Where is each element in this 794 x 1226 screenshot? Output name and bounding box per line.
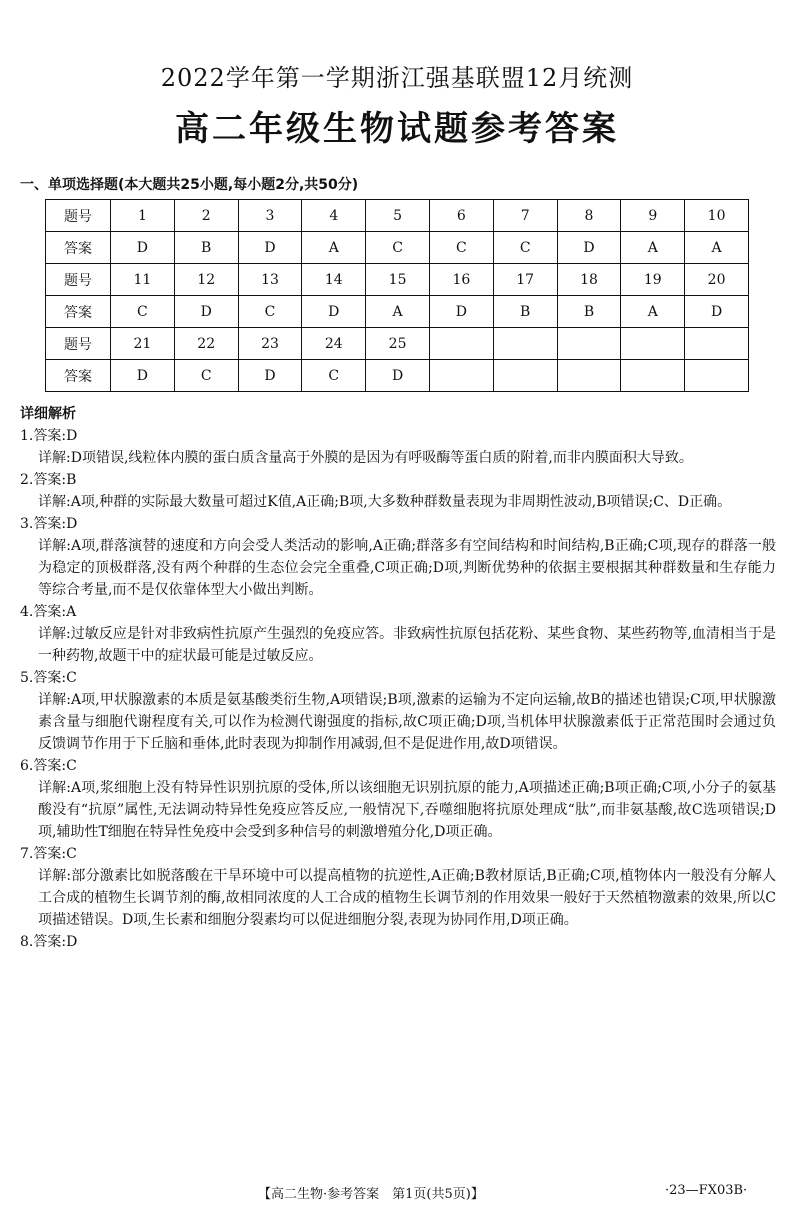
- question-number-cell: 11: [111, 264, 175, 296]
- answer-cell: A: [621, 232, 685, 264]
- question-number-cell: 17: [493, 264, 557, 296]
- answer-cell: C: [366, 232, 430, 264]
- analysis-detail-text: 详解:A项,群落演替的速度和方向会受人类活动的影响,A正确;群落多有空间结构和时间结构,B正确;C项,现存的群落一般为稳定的顶极群落,没有两个种群的生态位会完全重叠,C项正确;D项,判断优势种的依据主要根据其种群数量和生存能力等综合考量,而不是仅依靠体型大小做出判断。: [38, 538, 776, 598]
- row-label-question: 题号: [46, 328, 111, 360]
- answer-cell: C: [493, 232, 557, 264]
- answer-cell: A: [302, 232, 366, 264]
- document-title: 高二年级生物试题参考答案: [175, 109, 619, 149]
- question-number-cell: 15: [366, 264, 430, 296]
- footer-code: ·23—FX03B·: [665, 1183, 748, 1198]
- row-label-answer: 答案: [46, 232, 111, 264]
- answer-cell: A: [621, 296, 685, 328]
- answer-cell: [621, 360, 685, 392]
- row-label-question: 题号: [46, 264, 111, 296]
- answer-cell: C: [111, 296, 175, 328]
- question-number-cell: 9: [621, 200, 685, 232]
- analysis-detail-text: 详解:过敏反应是针对非致病性抗原产生强烈的免疫应答。非致病性抗原包括花粉、某些食物、某些药物等,血清相当于是一种药物,故题干中的症状最可能是过敏反应。: [38, 626, 776, 664]
- analysis-detail-text: 详解:A项,浆细胞上没有特异性识别抗原的受体,所以该细胞无识别抗原的能力,A项描述正确;B项正确;C项,小分子的氨基酸没有“抗原”属性,无法调动特异性免疫应答反应,一般情况下,吞噬细胞将抗原处理成“肽”,而非氨基酸,故C选项错误;D项,辅助性T细胞在特异性免疫中会受到多种信号的刺激增殖分化,D项正确。: [38, 780, 776, 840]
- analysis-answer-line: 5.答案:C: [20, 670, 77, 686]
- question-number-cell: 5: [366, 200, 430, 232]
- question-number-cell: 10: [685, 200, 749, 232]
- question-number-cell: 13: [238, 264, 302, 296]
- question-number-cell: 4: [302, 200, 366, 232]
- question-number-cell: 20: [685, 264, 749, 296]
- question-number-cell: 2: [174, 200, 238, 232]
- footer-page-info: 【高二生物·参考答案 第1页(共5页)】: [258, 1187, 484, 1202]
- question-number-cell: 21: [111, 328, 175, 360]
- question-number-cell: 23: [238, 328, 302, 360]
- question-number-cell: 7: [493, 200, 557, 232]
- analysis-detail-text: 详解:部分激素比如脱落酸在干旱环境中可以提高植物的抗逆性,A正确;B教材原话,B正确;C项,植物体内一般没有分解人工合成的植物生长调节剂的酶,故相同浓度的人工合成的植物生长调节剂的作用效果一般好于天然植物激素的效果,所以C项描述错误。D项,生长素和细胞分裂素均可以促进细胞分裂,表现为协同作用,D项正确。: [38, 868, 776, 928]
- analysis-detail-text: 详解:D项错误,线粒体内膜的蛋白质含量高于外膜的是因为有呼吸酶等蛋白质的附着,而非内膜面积大导致。: [38, 450, 693, 466]
- analysis-answer-line: 7.答案:C: [20, 846, 77, 862]
- answer-cell: D: [238, 360, 302, 392]
- table-row-question-numbers: [46, 328, 749, 360]
- answer-cell: [429, 360, 493, 392]
- analysis-answer-line: 6.答案:C: [20, 758, 77, 774]
- question-number-cell: 19: [621, 264, 685, 296]
- answer-cell: C: [174, 360, 238, 392]
- analysis-answer-line: 3.答案:D: [20, 516, 78, 532]
- answer-cell: D: [429, 296, 493, 328]
- answer-cell: D: [366, 360, 430, 392]
- question-number-cell: [429, 328, 493, 360]
- answer-cell: [557, 360, 621, 392]
- question-number-cell: 6: [429, 200, 493, 232]
- answer-cell: A: [685, 232, 749, 264]
- question-number-cell: 22: [174, 328, 238, 360]
- answer-cell: C: [238, 296, 302, 328]
- answer-cell: D: [111, 360, 175, 392]
- table-row-answers: [46, 232, 749, 264]
- answer-cell: D: [111, 232, 175, 264]
- answer-cell: D: [238, 232, 302, 264]
- analysis-answer-line: 8.答案:D: [20, 934, 78, 950]
- analysis-detail-text: 详解:A项,种群的实际最大数量可超过K值,A正确;B项,大多数种群数量表现为非周期性波动,B项错误;C、D正确。: [38, 494, 732, 510]
- answer-cell: B: [174, 232, 238, 264]
- question-number-cell: 8: [557, 200, 621, 232]
- analysis-list: [20, 425, 776, 953]
- question-number-cell: 18: [557, 264, 621, 296]
- question-number-cell: 24: [302, 328, 366, 360]
- section-heading-multiple-choice: 一、单项选择题(本大题共25小题,每小题2分,共50分): [20, 177, 359, 193]
- table-row-question-numbers: [46, 200, 749, 232]
- row-label-answer: 答案: [46, 360, 111, 392]
- answer-cell: C: [429, 232, 493, 264]
- answer-cell: D: [174, 296, 238, 328]
- exam-title: 2022学年第一学期浙江强基联盟12月统测: [160, 64, 634, 92]
- analysis-heading: 详细解析: [20, 406, 76, 422]
- question-number-cell: [685, 328, 749, 360]
- table-row-answers: [46, 360, 749, 392]
- question-number-cell: [557, 328, 621, 360]
- answer-cell: [493, 360, 557, 392]
- analysis-answer-line: 2.答案:B: [20, 472, 77, 488]
- answer-table: [45, 199, 749, 392]
- question-number-cell: [621, 328, 685, 360]
- answer-cell: B: [557, 296, 621, 328]
- answer-cell: B: [493, 296, 557, 328]
- answer-cell: [685, 360, 749, 392]
- question-number-cell: 3: [238, 200, 302, 232]
- answer-cell: D: [557, 232, 621, 264]
- question-number-cell: 14: [302, 264, 366, 296]
- row-label-answer: 答案: [46, 296, 111, 328]
- question-number-cell: 1: [111, 200, 175, 232]
- answer-cell: D: [302, 296, 366, 328]
- table-row-question-numbers: [46, 264, 749, 296]
- answer-cell: C: [302, 360, 366, 392]
- answer-cell: A: [366, 296, 430, 328]
- question-number-cell: 16: [429, 264, 493, 296]
- analysis-answer-line: 1.答案:D: [20, 428, 78, 444]
- table-row-answers: [46, 296, 749, 328]
- question-number-cell: [493, 328, 557, 360]
- row-label-question: 题号: [46, 200, 111, 232]
- question-number-cell: 25: [366, 328, 430, 360]
- answer-cell: D: [685, 296, 749, 328]
- question-number-cell: 12: [174, 264, 238, 296]
- analysis-detail-text: 详解:A项,甲状腺激素的本质是氨基酸类衍生物,A项错误;B项,激素的运输为不定向运输,故B的描述也错误;C项,甲状腺激素含量与细胞代谢程度有关,可以作为检测代谢强度的指标,故C项正确;D项,当机体甲状腺激素低于正常范围时会通过负反馈调节作用于下丘脑和垂体,此时表现为抑制作用减弱,但不是促进作用,故D项错误。: [38, 692, 776, 752]
- analysis-answer-line: 4.答案:A: [20, 604, 77, 620]
